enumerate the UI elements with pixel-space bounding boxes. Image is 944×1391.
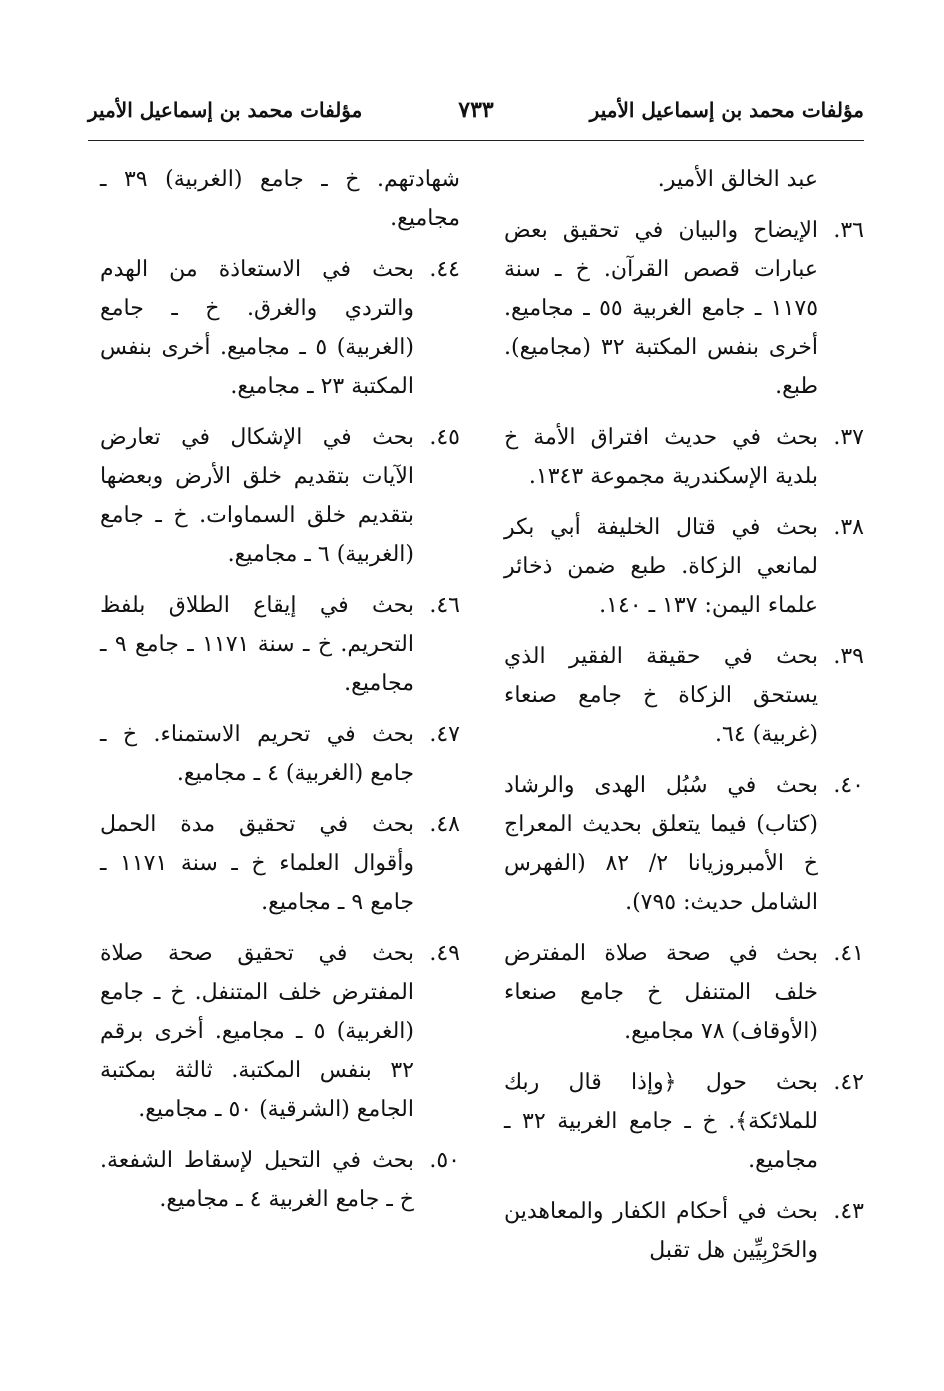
entry-text: بحث حول ﴿وإذا قال ربك للملائكة﴾. خ ـ جامع الغربية ٣٢ ـ مجاميع. bbox=[504, 1070, 818, 1173]
entry-text: بحث في أحكام الكفار والمعاهدين والحَرْبِيِّين هل تقبل bbox=[504, 1199, 818, 1263]
entry-49 bbox=[100, 934, 460, 1129]
entry-text: بحث في تحقيق صحة صلاة المفترض خلف المتنفل. خ ـ جامع (الغربية) ٥ ـ مجاميع. أخرى برقم ٣٢ بنفس المكتبة. ثالثة بمكتبة الجامع (الشرقية) ٥٠ ـ مجاميع. bbox=[100, 941, 414, 1122]
right-column bbox=[504, 160, 864, 1282]
entry-38 bbox=[504, 508, 864, 625]
entry-number: ٤٥. bbox=[429, 425, 460, 450]
entry-41 bbox=[504, 934, 864, 1051]
header-rule bbox=[88, 140, 864, 141]
entry-44 bbox=[100, 250, 460, 406]
entry-48 bbox=[100, 805, 460, 922]
entry-text: بحث في سُبُل الهدى والرشاد (كتاب) فيما يتعلق بحديث المعراج خ الأمبروزيانا ٢/ ٨٢ (الفهرس الشامل حديث: ٧٩٥). bbox=[504, 773, 819, 915]
entry-39 bbox=[504, 637, 864, 754]
entry-number: ٤٨. bbox=[429, 812, 460, 837]
entry-text: بحث في الاستعاذة من الهدم والتردي والغرق. خ ـ جامع (الغربية) ٥ ـ مجاميع. أخرى بنفس المكتبة ٢٣ ـ مجاميع. bbox=[100, 257, 414, 399]
page-number: ٧٣٣ bbox=[458, 97, 494, 123]
entry-number: ٣٨. bbox=[833, 515, 864, 540]
entry-number: ٣٩. bbox=[833, 644, 864, 669]
entry-number: ٤٦. bbox=[429, 593, 460, 618]
page-header bbox=[88, 88, 864, 132]
entry-number: ٣٦. bbox=[833, 218, 864, 243]
entry-46 bbox=[100, 586, 460, 703]
entry-number: ٤٠. bbox=[833, 773, 864, 798]
entry-text: بحث في حديث افتراق الأمة خ بلدية الإسكندرية مجموعة ١٣٤٣. bbox=[504, 425, 818, 489]
entry-number: ٤١. bbox=[833, 941, 864, 966]
entry-number: ٣٧. bbox=[833, 425, 864, 450]
continuation-text: شهادتهم. خ ـ جامع (الغربية) ٣٩ ـ مجاميع. bbox=[100, 167, 460, 231]
entry-37 bbox=[504, 418, 864, 496]
entry-36 bbox=[504, 211, 864, 406]
entry-45 bbox=[100, 418, 460, 574]
entry-text: بحث في قتال الخليفة أبي بكر لمانعي الزكاة. طبع ضمن ذخائر علماء اليمن: ١٣٧ ـ ١٤٠. bbox=[504, 515, 818, 618]
entry-number: ٤٩. bbox=[429, 941, 460, 966]
entry-number: ٤٣. bbox=[833, 1199, 864, 1224]
entry-number: ٤٧. bbox=[429, 722, 460, 747]
running-title-left: مؤلفات محمد بن إسماعيل الأمير bbox=[88, 98, 363, 122]
entry-text: بحث في الإشكال في تعارض الآيات بتقديم خلق الأرض وبعضها بتقديم خلق السماوات. خ ـ جامع (الغربية) ٦ ـ مجاميع. bbox=[100, 425, 414, 567]
entry-text: بحث في تحقيق مدة الحمل وأقوال العلماء خ ـ سنة ١١٧١ ـ جامع ٩ ـ مجاميع. bbox=[100, 812, 414, 915]
entry-number: ٤٤. bbox=[429, 257, 460, 282]
left-column bbox=[100, 160, 460, 1231]
entry-text: الإيضاح والبيان في تحقيق بعض عبارات قصص القرآن. خ ـ سنة ١١٧٥ ـ جامع الغربية ٥٥ ـ مجاميع. أخرى بنفس المكتبة ٣٢ (مجاميع). طبع. bbox=[504, 218, 819, 399]
entry-42 bbox=[504, 1063, 864, 1180]
entry-50 bbox=[100, 1141, 460, 1219]
entry-number: ٥٠. bbox=[429, 1148, 460, 1173]
entry-number: ٤٢. bbox=[833, 1070, 864, 1095]
entry-40 bbox=[504, 766, 864, 922]
entry-text: بحث في إيقاع الطلاق بلفظ التحريم. خ ـ سنة ١١٧١ ـ جامع ٩ ـ مجاميع. bbox=[100, 593, 414, 696]
entry-47 bbox=[100, 715, 460, 793]
entry-text: بحث في التحيل لإسقاط الشفعة. خ ـ جامع الغربية ٤ ـ مجاميع. bbox=[100, 1148, 414, 1212]
continuation-text: عبد الخالق الأمير. bbox=[657, 167, 818, 192]
entry-text: بحث في حقيقة الفقير الذي يستحق الزكاة خ جامع صنعاء (غربية) ٦٤. bbox=[504, 644, 818, 747]
running-title-right: مؤلفات محمد بن إسماعيل الأمير bbox=[589, 98, 864, 122]
entry-text: بحث في صحة صلاة المفترض خلف المتنفل خ جامع صنعاء (الأوقاف) ٧٨ مجاميع. bbox=[504, 941, 818, 1044]
entry-43 bbox=[504, 1192, 864, 1270]
entry-text: بحث في تحريم الاستمناء. خ ـ جامع (الغربية) ٤ ـ مجاميع. bbox=[100, 722, 414, 786]
